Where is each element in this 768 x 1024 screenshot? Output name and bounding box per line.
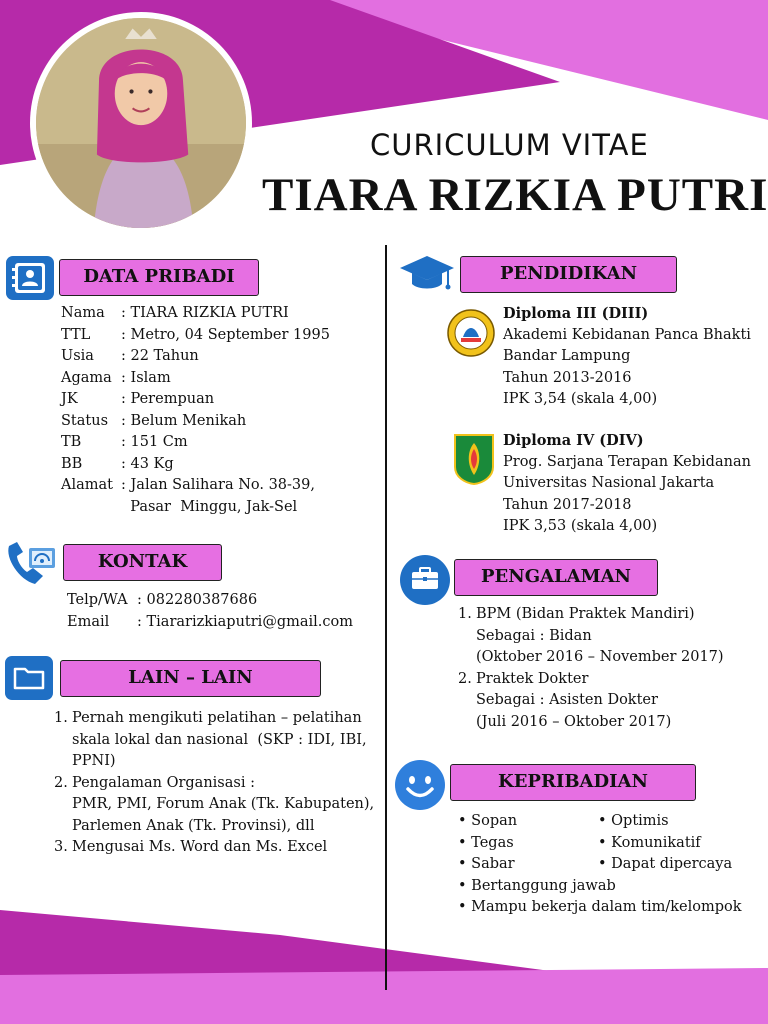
edu-line: IPK 3,53 (skala 4,00) [503, 518, 658, 534]
unas-logo-icon [453, 433, 495, 485]
personal-data-table [61, 303, 330, 518]
item-line: Mengusai Ms. Word dan Ms. Excel [72, 839, 328, 855]
list-item [54, 708, 379, 773]
item-number: 2. [54, 774, 68, 791]
kepribadian-heading: KEPRIBADIAN [450, 764, 696, 801]
item-line: Sebagai : Asisten Dokter [476, 692, 658, 708]
row-value: : Metro, 04 September 1995 [121, 326, 330, 343]
education-entry [503, 303, 763, 411]
portrait-image [36, 18, 246, 228]
personal-row [61, 346, 330, 368]
person-name-title: TIARA RIZKIA PUTRI [262, 169, 768, 221]
item-number: 1. [54, 710, 68, 726]
row-label: TTL [61, 326, 91, 343]
personal-row [61, 368, 330, 390]
item-line: Parlemen Anak (Tk. Provinsi), dll [72, 817, 315, 834]
list-item [54, 837, 379, 859]
edu-line: Universitas Nasional Jakarta [503, 475, 715, 491]
phone-icon [5, 540, 57, 586]
lain-lain-list [54, 708, 379, 859]
edu-line: Tahun 2017-2018 [503, 496, 632, 513]
edu-line: Prog. Sarjana Terapan Kebidanan [503, 453, 751, 470]
item-line: skala lokal dan nasional (SKP : IDI, IBI, [72, 731, 367, 748]
education-entry [503, 430, 765, 538]
row-label [61, 497, 121, 519]
personal-row [61, 303, 330, 325]
item-line: Pengalaman Organisasi : [72, 774, 255, 791]
personal-row [61, 432, 330, 454]
row-label: TB [61, 434, 82, 450]
personal-row [61, 497, 330, 519]
degree-title: Diploma III (DIII) [503, 305, 649, 322]
column-divider [385, 245, 387, 990]
edu-line: Akademi Kebidanan Panca Bhakti [503, 326, 751, 343]
row-label: Usia [61, 348, 94, 364]
trait-item: • Dapat dipercaya [598, 856, 733, 872]
kontak-heading: KONTAK [63, 544, 222, 581]
list-item [458, 669, 758, 734]
folder-icon [5, 656, 53, 700]
item-line: Praktek Dokter [476, 670, 589, 687]
degree-title: Diploma IV (DIV) [503, 432, 644, 449]
trait-item: • Mampu bekerja dalam tim/kelompok [458, 899, 742, 915]
item-line: PMR, PMI, Forum Anak (Tk. Kabupaten), [72, 796, 375, 812]
personal-row [61, 411, 330, 433]
edu-line: IPK 3,54 (skala 4,00) [503, 391, 658, 407]
row-value: : 22 Tahun [121, 348, 199, 364]
row-label: Nama [61, 305, 105, 321]
trait-item: • Komunikatif [598, 834, 701, 851]
row-value: : 43 Kg [121, 455, 174, 472]
row-value: : 151 Cm [121, 434, 188, 450]
row-value: : Islam [121, 369, 171, 386]
row-value: : Jalan Salihara No. 38-39, [121, 477, 315, 493]
trait-item: • Sopan [458, 813, 518, 829]
item-line: PPNI) [72, 753, 116, 769]
akbid-logo-icon [447, 307, 495, 359]
contact-label: Telp/WA [67, 592, 128, 608]
briefcase-icon [400, 555, 450, 605]
contact-row [67, 612, 353, 634]
personal-row [61, 475, 330, 497]
trait-item: • Sabar [458, 856, 515, 872]
row-value: : Perempuan [121, 391, 215, 407]
personality-list [458, 811, 758, 919]
trait-row [458, 833, 758, 855]
item-number: 3. [54, 839, 68, 855]
data-pribadi-heading: DATA PRIBADI [59, 259, 259, 296]
personal-row [61, 454, 330, 476]
item-line: BPM (Bidan Praktek Mandiri) [476, 606, 695, 622]
item-line: (Oktober 2016 – November 2017) [476, 649, 724, 665]
pengalaman-heading: PENGALAMAN [454, 559, 658, 596]
trait-row [458, 854, 758, 876]
row-label: Agama [61, 369, 112, 386]
row-value: Pasar Minggu, Jak-Sel [121, 498, 298, 515]
item-line: Pernah mengikuti pelatihan – pelatihan [72, 710, 362, 726]
row-label: Status [61, 412, 109, 429]
item-line: (Juli 2016 – Oktober 2017) [476, 713, 672, 730]
phone-value[interactable]: : 082280387686 [137, 592, 258, 608]
trait-row [458, 811, 758, 833]
item-number: 1. [458, 606, 472, 622]
row-label: JK [61, 391, 78, 407]
row-label: BB [61, 455, 83, 472]
smiley-icon [395, 760, 445, 810]
personal-row [61, 389, 330, 411]
row-value: : TIARA RIZKIA PUTRI [121, 305, 289, 321]
trait-item: • Bertanggung jawab [458, 877, 616, 894]
edu-line: Tahun 2013-2016 [503, 369, 632, 386]
contact-row [67, 590, 353, 612]
experience-list [458, 604, 758, 733]
cv-subtitle: CURICULUM VITAE [370, 128, 649, 162]
email-value[interactable]: : Tiararizkiaputri@gmail.com [137, 613, 353, 630]
graduation-cap-icon [400, 254, 454, 294]
lain-lain-heading: LAIN – LAIN [60, 660, 321, 697]
contact-label: Email [67, 613, 110, 630]
profile-photo [30, 12, 252, 234]
row-label: Alamat [61, 477, 113, 493]
edu-line: Bandar Lampung [503, 348, 631, 364]
pendidikan-heading: PENDIDIKAN [460, 256, 677, 293]
personal-row [61, 325, 330, 347]
item-number: 2. [458, 670, 472, 687]
row-value: : Belum Menikah [121, 412, 247, 429]
contact-book-icon [6, 256, 54, 300]
list-item [54, 773, 379, 838]
trait-item: • Tegas [458, 834, 514, 851]
list-item [458, 604, 758, 669]
contact-list [67, 590, 353, 633]
trait-item: • Optimis [598, 813, 669, 829]
item-line: Sebagai : Bidan [476, 627, 592, 644]
